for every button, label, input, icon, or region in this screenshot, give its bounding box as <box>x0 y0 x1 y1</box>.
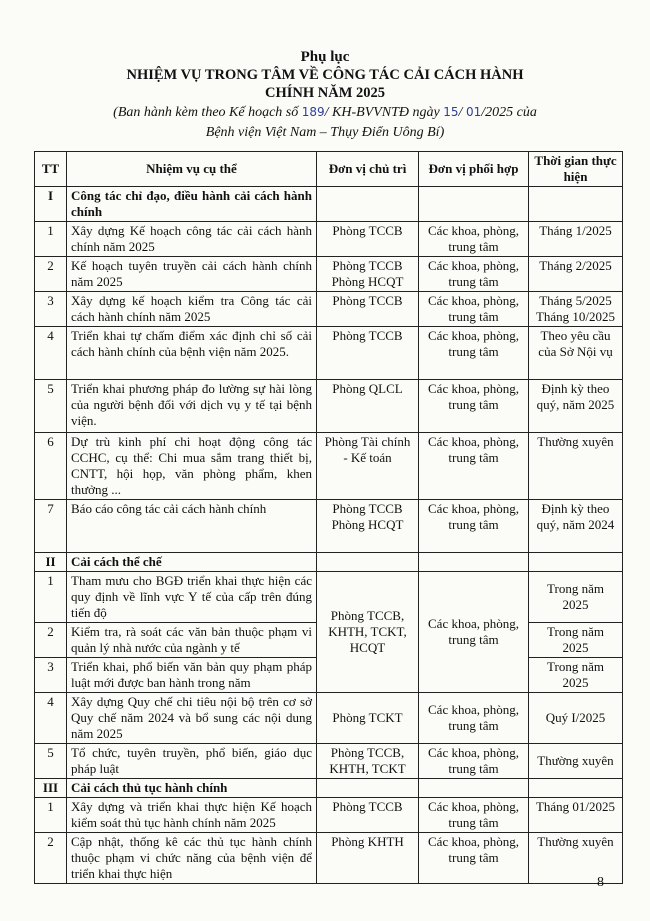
row-tt: 2 <box>35 257 67 292</box>
row-time: Trong năm 2025 <box>529 658 623 693</box>
empty-cell <box>419 187 529 222</box>
appendix-label: Phụ lục <box>300 49 350 65</box>
table-row <box>35 744 623 779</box>
row-time: Thường xuyên <box>529 833 623 884</box>
row-coop: Các khoa, phòng, trung tâm <box>419 693 529 744</box>
col-header-coop: Đơn vị phối hợp <box>419 152 529 187</box>
section-number: I <box>35 187 67 222</box>
empty-cell <box>529 187 623 222</box>
issuance-note <box>0 103 650 122</box>
table-row <box>35 500 623 553</box>
row-lead: Phòng TCCB <box>317 222 419 257</box>
merged-coop-cell: Các khoa, phòng, trung tâm <box>419 572 529 693</box>
issuance-text-b: / KH-BVVNTĐ ngày <box>324 105 444 120</box>
row-coop: Các khoa, phòng, trung tâm <box>419 833 529 884</box>
table-row <box>35 833 623 884</box>
row-coop: Các khoa, phòng, trung tâm <box>419 327 529 380</box>
page-number: 8 <box>597 875 604 890</box>
row-lead: Phòng KHTH <box>317 833 419 884</box>
row-task: Tham mưu cho BGĐ triển khai thực hiện các quy định về lĩnh vực Y tế của cấp trên đúng tiến độ <box>67 572 317 623</box>
section-title: Công tác chỉ đạo, điều hành cải cách hành chính <box>67 187 317 222</box>
row-task: Triển khai tự chấm điểm xác định chỉ số cải cách hành chính của bệnh viện năm 2025. <box>67 327 317 380</box>
col-header-lead: Đơn vị chủ trì <box>317 152 419 187</box>
issuance-text-c: / <box>458 105 466 120</box>
row-task: Cập nhật, thống kê các thủ tục hành chính thuộc phạm vi chức năng của bệnh viện để triển khai thực hiện <box>67 833 317 884</box>
row-task: Xây dựng kế hoạch kiểm tra Công tác cải cách hành chính năm 2025 <box>67 292 317 327</box>
row-tt: 4 <box>35 327 67 380</box>
table-row <box>35 798 623 833</box>
section-number: II <box>35 553 67 572</box>
row-time: Quý I/2025 <box>529 693 623 744</box>
document-title-line1: NHIỆM VỤ TRONG TÂM VỀ CÔNG TÁC CẢI CÁCH HÀNH <box>126 67 524 83</box>
section-title: Cải cách thể chế <box>67 553 317 572</box>
row-lead: Phòng TCCB <box>317 327 419 380</box>
row-task: Xây dựng Quy chế chi tiêu nội bộ trên cơ sở Quy chế năm 2024 và bổ sung các nội dung năm 2025 <box>67 693 317 744</box>
row-time: Theo yêu cầu của Sở Nội vụ <box>529 327 623 380</box>
row-tt: 4 <box>35 693 67 744</box>
row-lead: Phòng TCCB, KHTH, TCKT <box>317 744 419 779</box>
row-task: Triển khai phương pháp đo lường sự hài lòng của người bệnh đối với dịch vụ y tế tại bệnh viện. <box>67 380 317 433</box>
row-lead: Phòng Tài chính - Kế toán <box>317 433 419 500</box>
table-row <box>35 327 623 380</box>
table-row <box>35 292 623 327</box>
row-coop: Các khoa, phòng, trung tâm <box>419 380 529 433</box>
row-time: Trong năm 2025 <box>529 572 623 623</box>
row-task: Kiểm tra, rà soát các văn bản thuộc phạm vi quản lý nhà nước của ngành y tế <box>67 623 317 658</box>
row-coop: Các khoa, phòng, trung tâm <box>419 292 529 327</box>
section-number: III <box>35 779 67 798</box>
row-lead: Phòng TCCB <box>317 798 419 833</box>
issuance-text-d: /2025 của <box>481 105 537 120</box>
issue-month: 01 <box>465 105 482 119</box>
document-title-line2: CHÍNH NĂM 2025 <box>264 85 386 101</box>
row-task: Kế hoạch tuyên truyền cải cách hành chính năm 2025 <box>67 257 317 292</box>
empty-cell <box>317 553 419 572</box>
table-row <box>35 433 623 500</box>
row-lead: Phòng TCKT <box>317 693 419 744</box>
plan-number: 189 <box>301 105 325 119</box>
document-header <box>0 48 650 142</box>
row-time: Định kỳ theo quý, năm 2024 <box>529 500 623 553</box>
row-coop: Các khoa, phòng, trung tâm <box>419 433 529 500</box>
section-row <box>35 187 623 222</box>
col-header-time: Thời gian thực hiện <box>529 152 623 187</box>
row-tt: 3 <box>35 292 67 327</box>
issue-day: 15 <box>443 105 459 119</box>
table-header-row <box>35 152 623 187</box>
row-lead: Phòng TCCB <box>317 292 419 327</box>
row-time: Tháng 5/2025 Tháng 10/2025 <box>529 292 623 327</box>
issuer-name: Bệnh viện Việt Nam – Thụy Điển Uông Bí) <box>205 125 445 140</box>
table-row <box>35 693 623 744</box>
section-title: Cải cách thủ tục hành chính <box>67 779 317 798</box>
empty-cell <box>419 553 529 572</box>
row-time: Tháng 2/2025 <box>529 257 623 292</box>
row-coop: Các khoa, phòng, trung tâm <box>419 798 529 833</box>
empty-cell <box>317 779 419 798</box>
row-tt: 1 <box>35 572 67 623</box>
row-tt: 2 <box>35 833 67 884</box>
tasks-table-wrapper <box>34 151 622 884</box>
empty-cell <box>317 187 419 222</box>
empty-cell <box>529 779 623 798</box>
section-row <box>35 779 623 798</box>
row-coop: Các khoa, phòng, trung tâm <box>419 744 529 779</box>
issuance-text-a: (Ban hành kèm theo Kế hoạch số <box>113 105 302 120</box>
col-header-tt: TT <box>35 152 67 187</box>
row-task: Tổ chức, tuyên truyền, phổ biến, giáo dục pháp luật <box>67 744 317 779</box>
row-coop: Các khoa, phòng, trung tâm <box>419 222 529 257</box>
row-task: Báo cáo công tác cải cách hành chính <box>67 500 317 553</box>
section-row <box>35 553 623 572</box>
row-task: Triển khai, phổ biến văn bản quy phạm pháp luật mới được ban hành trong năm <box>67 658 317 693</box>
row-tt: 5 <box>35 744 67 779</box>
row-task: Xây dựng và triển khai thực hiện Kế hoạch kiểm soát thủ tục hành chính năm 2025 <box>67 798 317 833</box>
row-time: Tháng 1/2025 <box>529 222 623 257</box>
row-time: Định kỳ theo quý, năm 2025 <box>529 380 623 433</box>
merged-lead-cell: Phòng TCCB, KHTH, TCKT, HCQT <box>317 572 419 693</box>
tasks-table <box>34 151 623 884</box>
row-lead: Phòng TCCB Phòng HCQT <box>317 257 419 292</box>
row-lead: Phòng QLCL <box>317 380 419 433</box>
row-tt: 2 <box>35 623 67 658</box>
row-task: Dự trù kinh phí chi hoạt động công tác CCHC, cụ thể: Chi mua sắm trang thiết bị, CNTT, hội họp, văn phòng phẩm, khen thưởng ... <box>67 433 317 500</box>
row-time: Trong năm 2025 <box>529 623 623 658</box>
empty-cell <box>419 779 529 798</box>
row-tt: 3 <box>35 658 67 693</box>
table-row <box>35 572 623 623</box>
row-tt: 7 <box>35 500 67 553</box>
row-task: Xây dựng Kế hoạch công tác cải cách hành chính năm 2025 <box>67 222 317 257</box>
table-row <box>35 222 623 257</box>
row-tt: 1 <box>35 798 67 833</box>
row-lead: Phòng TCCB Phòng HCQT <box>317 500 419 553</box>
col-header-task: Nhiệm vụ cụ thể <box>67 152 317 187</box>
table-row <box>35 257 623 292</box>
row-time: Thường xuyên <box>529 744 623 779</box>
table-row <box>35 380 623 433</box>
row-tt: 5 <box>35 380 67 433</box>
row-coop: Các khoa, phòng, trung tâm <box>419 257 529 292</box>
row-tt: 1 <box>35 222 67 257</box>
row-tt: 6 <box>35 433 67 500</box>
row-time: Tháng 01/2025 <box>529 798 623 833</box>
empty-cell <box>529 553 623 572</box>
row-coop: Các khoa, phòng, trung tâm <box>419 500 529 553</box>
row-time: Thường xuyên <box>529 433 623 500</box>
